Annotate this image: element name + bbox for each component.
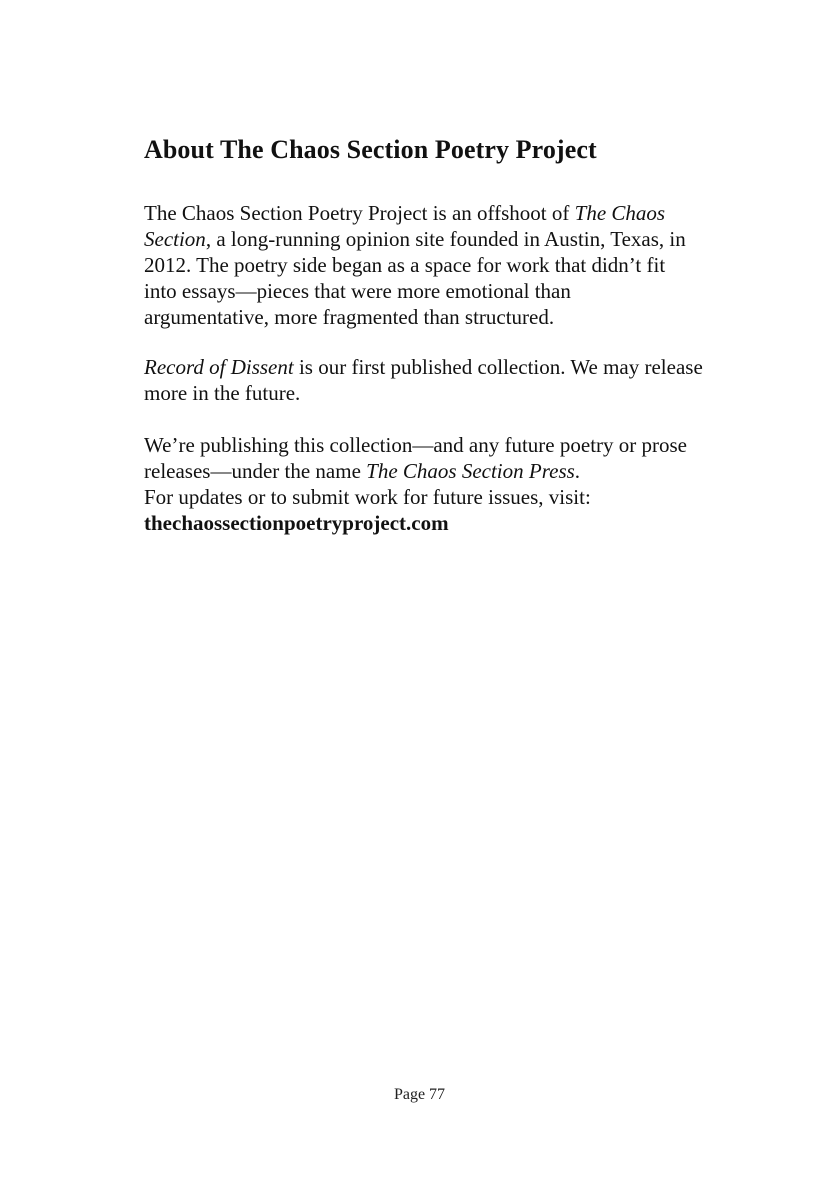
press-name-italic: The Chaos Section Press [366, 459, 575, 483]
intro-line-5: argumentative, more fragmented than structured. [144, 305, 555, 329]
website-link[interactable]: thechaossectionpoetryproject.com [144, 511, 449, 535]
intro-paragraph [144, 200, 724, 330]
press-line-3: For updates or to submit work for future issues, visit: [144, 485, 591, 509]
intro-line-2: Section, a long-running opinion site founded in Austin, Texas, in [144, 227, 686, 251]
site-name-italic-cont: Section [144, 227, 206, 251]
collection-paragraph [144, 354, 724, 406]
intro-line-3: 2012. The poetry side began as a space for work that didn’t fit [144, 253, 666, 277]
intro-line-1: The Chaos Section Poetry Project is an offshoot of The Chaos [144, 201, 666, 225]
intro-line-4: into essays—pieces that were more emotional than [144, 279, 571, 303]
collection-line-2: more in the future. [144, 381, 301, 405]
collection-line-1: Record of Dissent is our first published collection. We may release [144, 355, 703, 379]
press-line-2: releases—under the name The Chaos Section Press. [144, 459, 581, 483]
page-number: Page 77 [393, 1086, 446, 1103]
press-line-1: We’re publishing this collection—and any future poetry or prose [144, 433, 687, 457]
site-name-italic: The Chaos [574, 201, 666, 225]
page-title: About The Chaos Section Poetry Project [144, 135, 597, 164]
book-title-italic: Record of Dissent [144, 355, 294, 379]
press-paragraph [144, 432, 724, 536]
